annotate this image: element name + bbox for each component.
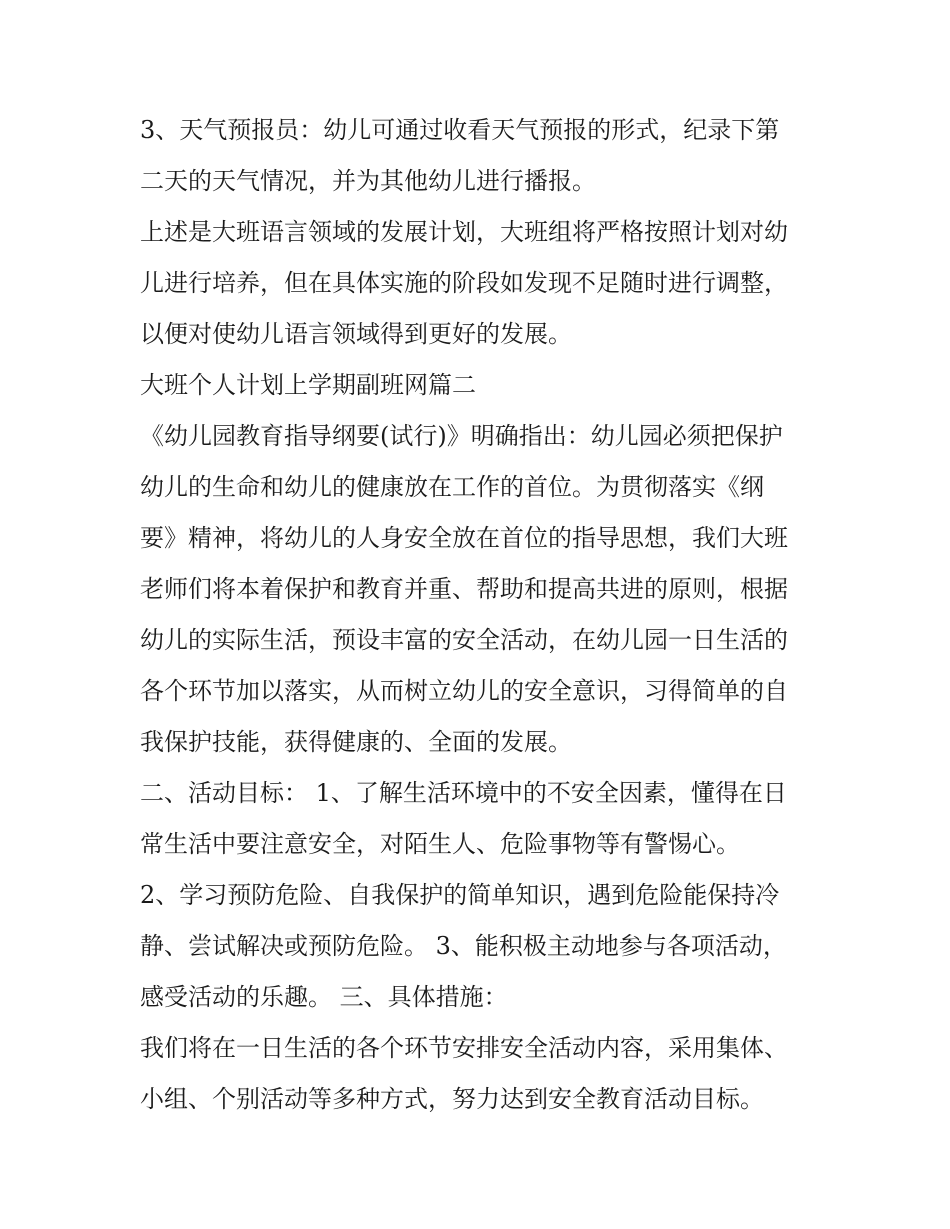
text-line-11: 幼儿的实际生活，预设丰富的安全活动，在幼儿园一日生活的 <box>140 626 788 654</box>
document-body <box>140 105 820 1125</box>
text-line-16: 2、学习预防危险、自我保护的简单知识，遇到危险能保持冷 <box>140 881 780 909</box>
text-line-7: 《幼儿园教育指导纲要(试行)》明确指出：幼儿园必须把保护 <box>140 422 783 450</box>
text-line-17: 静、尝试解决或预防危险。 3、能积极主动地参与各项活动， <box>140 932 787 960</box>
text-line-12: 各个环节加以落实，从而树立幼儿的安全意识，习得简单的自 <box>140 677 788 705</box>
text-line-2: 二天的天气情况，并为其他幼儿进行播报。 <box>140 167 596 195</box>
text-line-5: 以便对使幼儿语言领域得到更好的发展。 <box>140 320 572 348</box>
text-line-8: 幼儿的生命和幼儿的健康放在工作的首位。为贯彻落实《纲 <box>140 473 764 501</box>
text-line-13: 我保护技能，获得健康的、全面的发展。 <box>140 728 572 756</box>
section-heading: 大班个人计划上学期副班网篇二 <box>140 371 476 399</box>
text-line-9: 要》精神，将幼儿的人身安全放在首位的指导思想，我们大班 <box>140 524 788 552</box>
text-line-20: 小组、个别活动等多种方式，努力达到安全教育活动目标。 <box>140 1085 764 1113</box>
text-line-18: 感受活动的乐趣。 三、具体措施： <box>140 983 508 1011</box>
text-line-14: 二、活动目标： 1、了解生活环境中的不安全因素，懂得在日 <box>140 779 787 807</box>
text-line-15: 常生活中要注意安全，对陌生人、危险事物等有警惕心。 <box>140 830 740 858</box>
text-line-3: 上述是大班语言领域的发展计划，大班组将严格按照计划对幼 <box>140 218 788 246</box>
text-line-4: 儿进行培养，但在具体实施的阶段如发现不足随时进行调整， <box>140 269 788 297</box>
text-line-1: 3、天气预报员：幼儿可通过收看天气预报的形式，纪录下第 <box>140 116 780 144</box>
text-line-10: 老师们将本着保护和教育并重、帮助和提高共进的原则，根据 <box>140 575 788 603</box>
text-line-19: 我们将在一日生活的各个环节安排安全活动内容，采用集体、 <box>140 1034 788 1062</box>
